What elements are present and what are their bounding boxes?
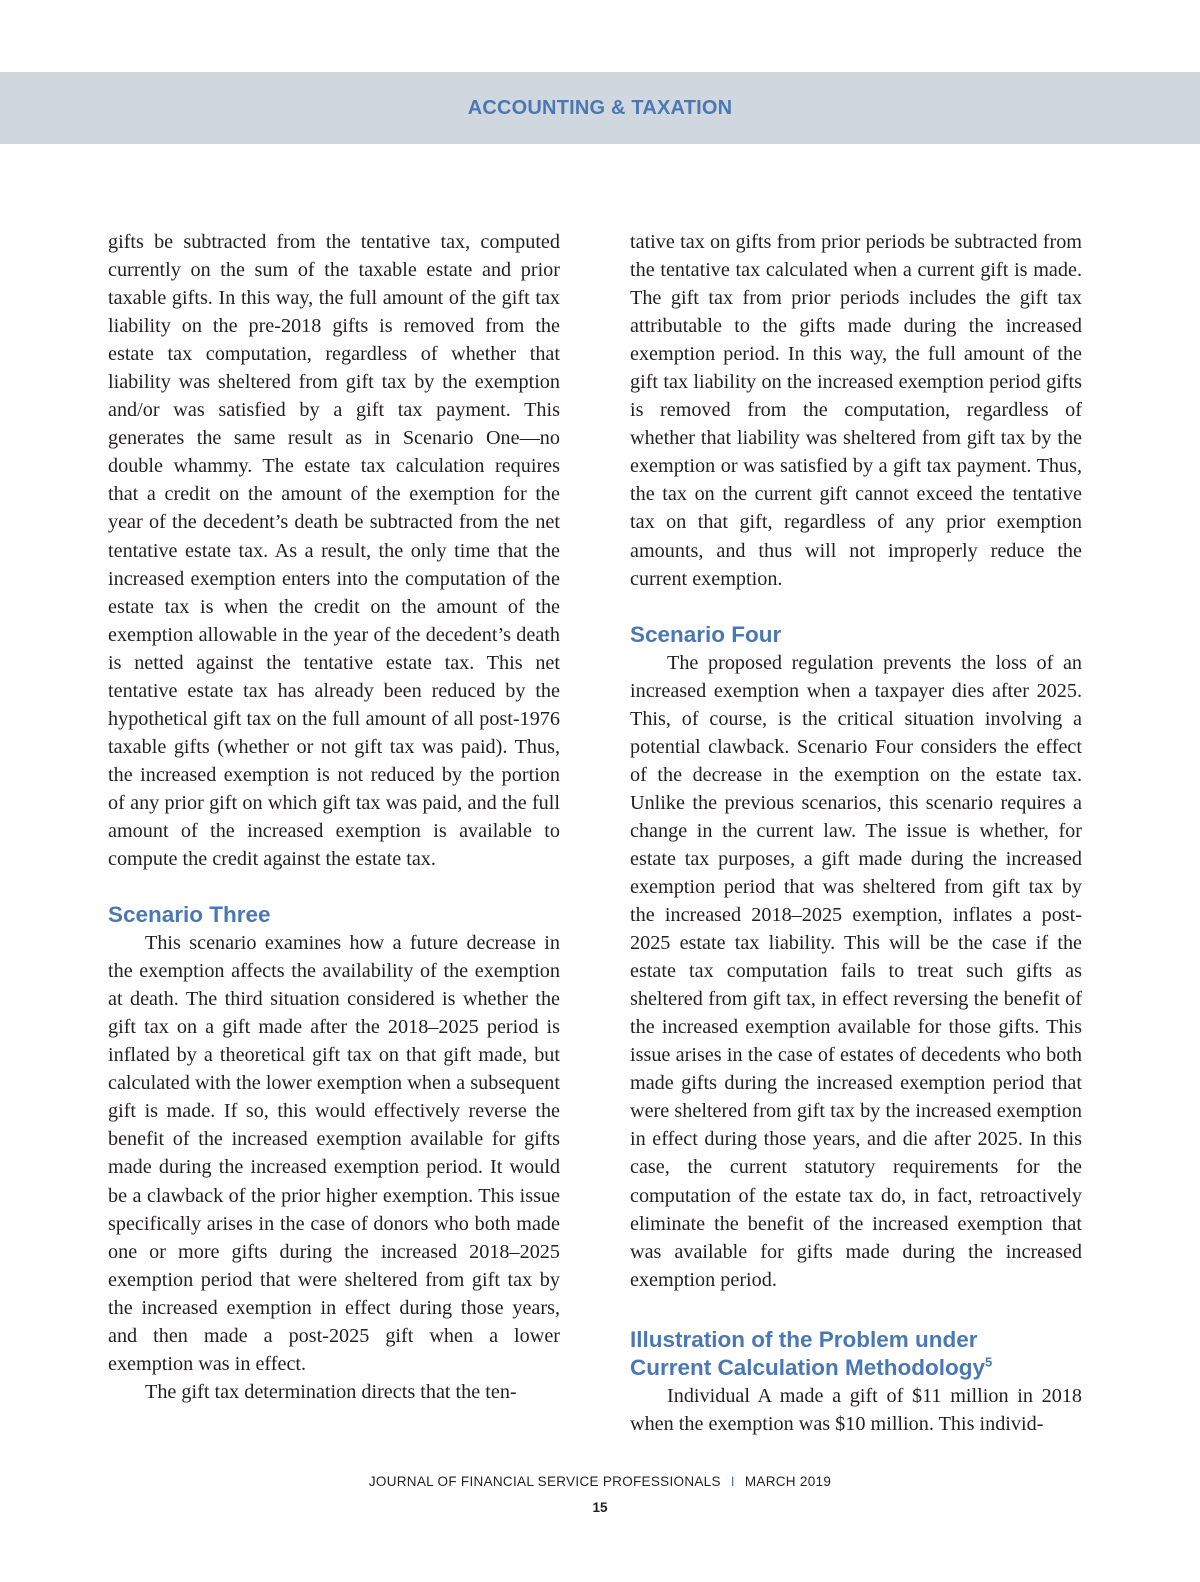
heading-scenario-four: Scenario Four: [630, 621, 782, 647]
left-column: [108, 228, 560, 1406]
left-paragraph-1: gifts be subtracted from the tentative tax, computed currently on the sum of the taxable estate and prior taxable gifts. In this way, the full amount of the gift tax liability on the pre-2018 gifts is removed from the estate tax computation, regardless of whether that liability was sheltered from gift tax by the exemption and/or was satisfied by a gift tax payment. This generates the same result as in Scenario One—no double whammy. The estate tax calculation requires that a credit on the amount of the exemption for the year of the decedent’s death be subtracted from the net tentative estate tax. As a result, the only time that the increased exemption enters into the computation of the estate tax is when the credit on the amount of the exemption allowable in the year of the decedent’s death is netted against the tentative estate tax. This net tentative estate tax has already been reduced by the hypothetical gift tax on the full amount of all post-1976 taxable gifts (whether or not gift tax was paid). Thus, the increased exemption is not reduced by the portion of any prior gift on which gift tax was paid, and the full amount of the increased exemption is available to compute the credit against the estate tax.: [108, 231, 560, 871]
section-header-band: [0, 72, 1200, 144]
right-paragraph-1: tative tax on gifts from prior periods be subtracted from the tentative tax calculated when a current gift is made. The gift tax from prior periods includes the gift tax attributable to the gifts made during the increased exemption period. In this way, the full amount of the gift tax liability on the increased exemption period gifts is removed from the computation, regardless of whether that liability was sheltered from gift tax by the exemption or was satisfied by a gift tax payment. Thus, the tax on the current gift cannot exceed the tentative tax on that gift, regardless of any prior exemption amounts, and thus will not improperly reduce the current exemption.: [630, 231, 1082, 590]
right-column: [630, 228, 1082, 1438]
left-paragraph-2: This scenario examines how a future decrease in the exemption affects the availability of the exemption at death. The third situation considered is whether the gift tax on a gift made after the 2018–2025 period is inflated by a theoretical gift tax on that gift made, but calculated with the lower exemption when a subsequent gift is made. If so, this would effectively reverse the benefit of the increased exemption available for gifts made during the increased exemption period. It would be a clawback of the prior higher exemption. This issue specifically arises in the case of donors who both made one or more gifts during the increased 2018–2025 exemption period that were sheltered from gift tax by the increased exemption in effect during those years, and then made a post-2025 gift when a lower exemption was in effect.: [108, 932, 560, 1375]
section-title: ACCOUNTING & TAXATION: [467, 96, 733, 119]
left-paragraph-3: The gift tax determination directs that the ten-: [145, 1380, 517, 1403]
footer-separator: I: [730, 1474, 735, 1489]
right-paragraph-2: The proposed regulation prevents the loss of an increased exemption when a taxpayer dies after 2025. This, of course, is the critical situation involving a potential clawback. Scenario Four considers the effect of the decrease in the exemption on the estate tax. Unlike the previous scenarios, this scenario requires a change in the current law. The issue is whether, for estate tax purposes, a gift made during the increased exemption period that was sheltered from gift tax by the increased 2018–2025 exemption, inflates a post-2025 estate tax liability. This will be the case if the estate tax computation fails to treat such gifts as sheltered from gift tax, in effect reversing the benefit of the increased exemption available for those gifts. This issue arises in the case of estates of decedents who both made gifts during the increased exemption period that were sheltered from gift tax by the increased exemption in effect during those years, and die after 2025. In this case, the current statutory requirements for the computation of the estate tax do, in fact, retroactively eliminate the benefit of the increased exemption that was available for gifts made during the increased exemption period.: [630, 651, 1082, 1291]
footnote-marker: 5: [985, 1354, 993, 1370]
heading-illustration-line1: Illustration of the Problem under: [630, 1326, 978, 1352]
heading-illustration: [630, 1326, 1082, 1382]
heading-scenario-three: Scenario Three: [108, 902, 271, 928]
heading-illustration-line2: Current Calculation Methodology: [630, 1354, 986, 1380]
issue-date: MARCH 2019: [744, 1474, 832, 1489]
page-number: 15: [592, 1500, 608, 1515]
journal-name: JOURNAL OF FINANCIAL SERVICE PROFESSIONALS: [368, 1474, 721, 1489]
right-paragraph-3: Individual A made a gift of $11 million in 2018 when the exemption was $10 million. This individ-: [630, 1384, 1082, 1435]
page-footer: [0, 1474, 1200, 1489]
